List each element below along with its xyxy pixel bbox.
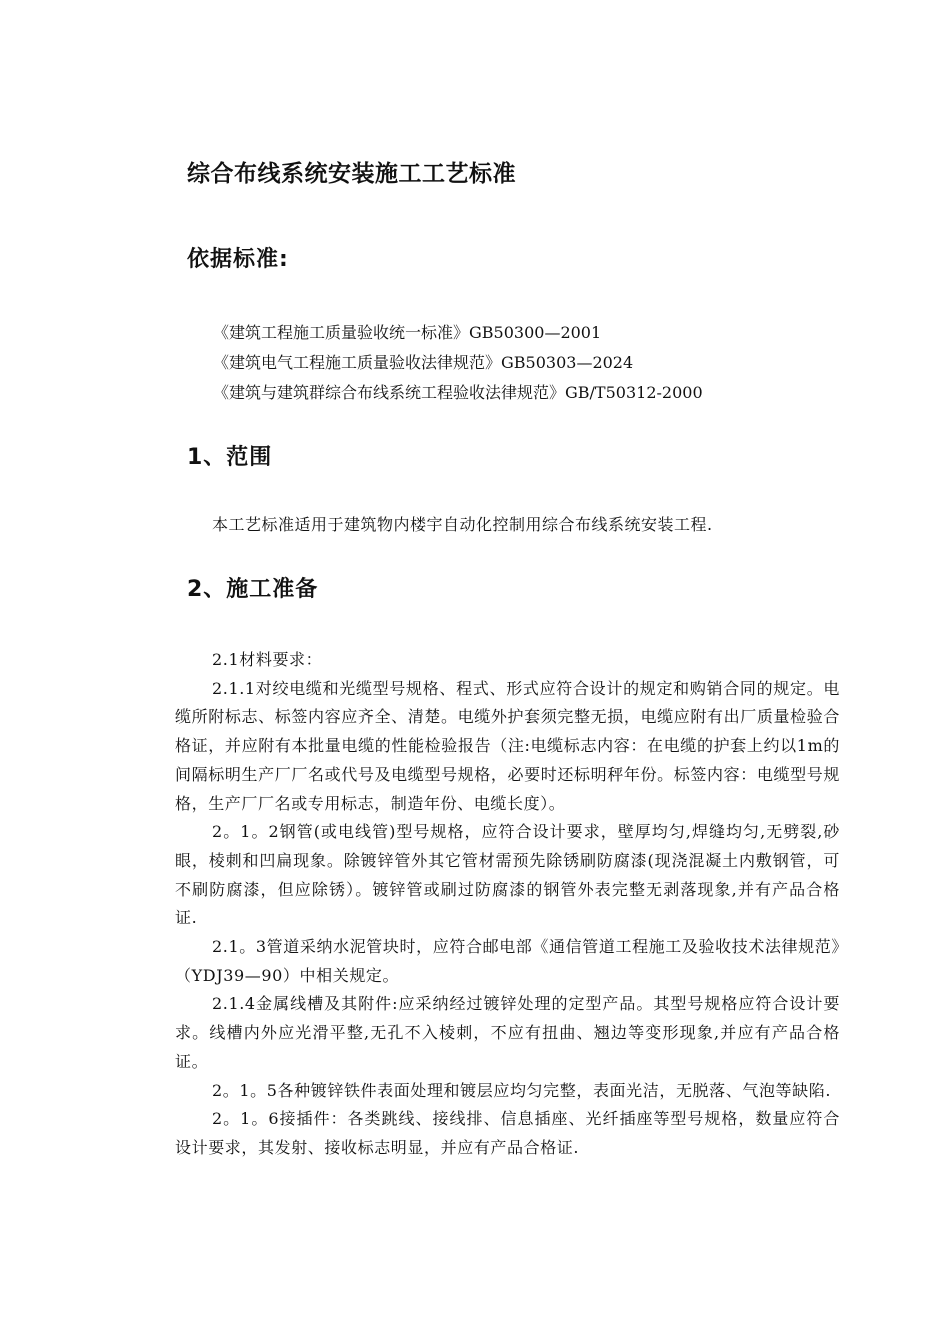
scope-heading: 1、范围 [187, 445, 273, 470]
scope-paragraph: 本工艺标准适用于建筑物内楼宇自动化控制用综合布线系统安装工程. [212, 515, 713, 534]
paragraph-cement-duct: 2.1。3管道采纳水泥管块时，应符合邮电部《通信管道工程施工及验收技术法律规范》（YDJ39—90）中相关规定。 [175, 937, 840, 985]
standard-item: 《建筑电气工程施工质量验收法律规范》GB50303—2024 [213, 353, 634, 372]
basis-heading: 依据标准: [187, 247, 289, 272]
document-title: 综合布线系统安装施工工艺标准 [187, 161, 516, 187]
preparation-body [175, 646, 840, 1163]
preparation-heading: 2、施工准备 [187, 577, 319, 602]
paragraph-cable: 2.1.1对绞电缆和光缆型号规格、程式、形式应符合设计的规定和购销合同的规定。电缆所附标志、标签内容应齐全、清楚。电缆外护套须完整无损，电缆应附有出厂质量检验合格证，并应附有本批量电缆的性能检验报告（注:电缆标志内容：在电缆的护套上约以1m的间隔标明生产厂厂名或代号及电缆型号规格，必要时还标明秤年份。标签内容：电缆型号规格，生产厂厂名或专用标志，制造年份、电缆长度）。 [175, 678, 840, 813]
standard-item: 《建筑工程施工质量验收统一标准》GB50300—2001 [213, 323, 602, 342]
paragraph-connectors: 2。1。6接插件：各类跳线、接线排、信息插座、光纤插座等型号规格，数量应符合设计要求，其发射、接收标志明显，并应有产品合格证. [175, 1109, 840, 1157]
paragraph-galvanized-parts: 2。1。5各种镀锌铁件表面处理和镀层应均匀完整，表面光洁，无脱落、气泡等缺陷. [212, 1080, 832, 1100]
standards-list [213, 318, 703, 408]
paragraph-metal-trunking: 2.1.4金属线槽及其附件:应采纳经过镀锌处理的定型产品。其型号规格应符合设计要求。线槽内外应光滑平整,无孔不入棱刺，不应有扭曲、翘边等变形现象,并应有产品合格证。 [175, 994, 840, 1071]
material-requirements-heading: 2.1材料要求： [212, 650, 323, 669]
paragraph-steel-pipe: 2。1。2钢管(或电线管)型号规格，应符合设计要求，壁厚均匀,焊缝均匀,无劈裂,砂眼，棱刺和凹扁现象。除镀锌管外其它管材需预先除锈刷防腐漆(现浇混凝土内敷钢管，可不刷防腐漆，但应除锈）。镀锌管或刷过防腐漆的钢管外表完整无剥落现象,并有产品合格证. [175, 822, 840, 928]
standard-item: 《建筑与建筑群综合布线系统工程验收法律规范》GB/T50312-2000 [213, 383, 703, 402]
